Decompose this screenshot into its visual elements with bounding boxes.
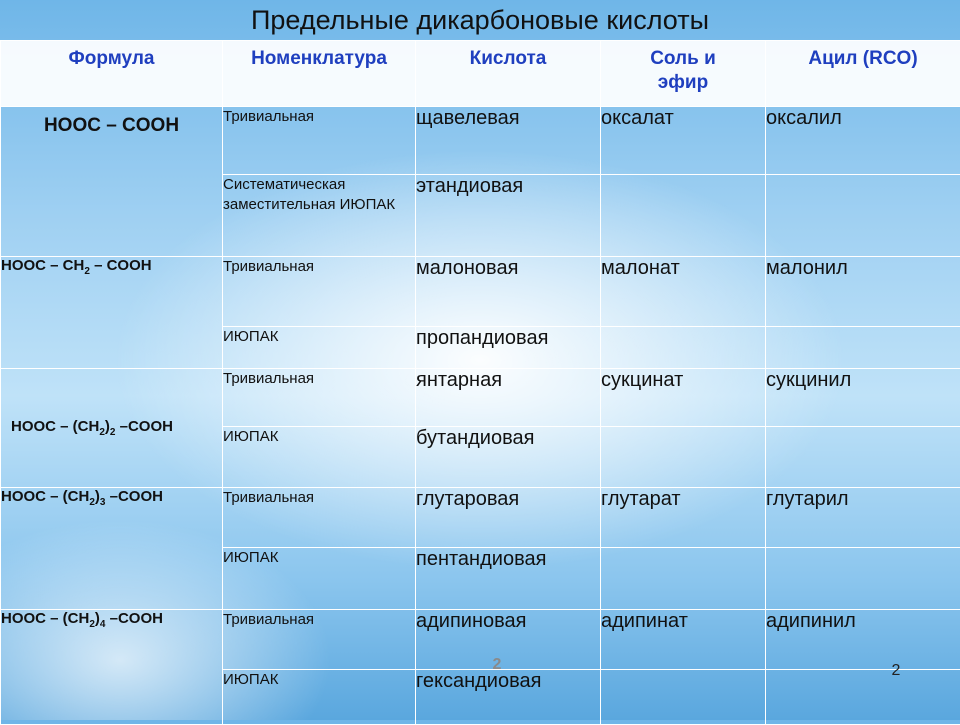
acid-cell: пентандиовая: [416, 548, 601, 610]
formula-cell: [1, 610, 223, 725]
dicarboxylic-acids-table: [0, 40, 960, 725]
salt-cell: глутарат: [601, 488, 766, 548]
table-row: [1, 107, 960, 175]
header-salt-text: Соль и эфир: [628, 47, 738, 95]
page-number-center: 2: [485, 656, 509, 674]
acyl-cell: [766, 548, 960, 610]
acyl-cell: сукцинил: [766, 369, 960, 427]
formula-subscript: 3: [100, 497, 106, 508]
page-number: 2: [884, 662, 908, 680]
nomenclature-cell: ИЮПАК: [223, 427, 416, 488]
acyl-cell: [766, 670, 960, 725]
formula-subscript: 2: [110, 427, 116, 438]
formula-suffix: –COOH: [105, 610, 163, 627]
formula-suffix: –COOH: [105, 488, 163, 505]
salt-cell: [601, 548, 766, 610]
formula-cell: [1, 257, 223, 369]
acid-cell: бутандиовая: [416, 427, 601, 488]
header-formula: Формула: [1, 41, 223, 107]
acid-cell: адипиновая: [416, 610, 601, 670]
formula-prefix: HOOC – CH: [1, 257, 84, 274]
acyl-cell: [766, 327, 960, 369]
header-acid: Кислота: [416, 41, 601, 107]
acid-cell: янтарная: [416, 369, 601, 427]
nomenclature-cell: Тривиальная: [223, 488, 416, 548]
formula-subscript: 2: [89, 619, 95, 630]
acyl-cell: глутарил: [766, 488, 960, 548]
formula-mid: ): [95, 488, 100, 505]
formula-text: HOOC – COOH: [44, 115, 179, 136]
table-row: [1, 257, 960, 327]
acid-cell: гександиовая: [416, 670, 601, 725]
salt-cell: оксалат: [601, 107, 766, 175]
formula-suffix: – COOH: [90, 257, 152, 274]
acid-cell: щавелевая: [416, 107, 601, 175]
salt-cell: малонат: [601, 257, 766, 327]
nomenclature-cell: Тривиальная: [223, 610, 416, 670]
header-nomenclature: Номенклатура: [223, 41, 416, 107]
formula-subscript: 2: [99, 427, 105, 438]
nomenclature-cell: Тривиальная: [223, 257, 416, 327]
salt-cell: [601, 175, 766, 257]
header-acyl: Ацил (RCO): [766, 41, 960, 107]
formula-suffix: –COOH: [115, 418, 173, 435]
acid-cell: малоновая: [416, 257, 601, 327]
acyl-cell: адипинил: [766, 610, 960, 670]
acyl-cell: малонил: [766, 257, 960, 327]
header-row: [1, 41, 960, 107]
table-row: [1, 488, 960, 548]
slide-title: Предельные дикарбоновые кислоты: [0, 0, 960, 40]
acid-cell: глутаровая: [416, 488, 601, 548]
header-salt-ester: [601, 41, 766, 107]
table-row: [1, 369, 960, 427]
acyl-cell: оксалил: [766, 107, 960, 175]
formula-cell: [1, 488, 223, 610]
salt-cell: [601, 670, 766, 725]
acyl-cell: [766, 427, 960, 488]
nomenclature-cell: Систематическая заместительная ИЮПАК: [223, 175, 416, 257]
formula-mid: ): [95, 610, 100, 627]
salt-cell: [601, 427, 766, 488]
acid-cell: этандиовая: [416, 175, 601, 257]
formula-prefix: HOOC – (CH: [1, 610, 89, 627]
nomenclature-cell: Тривиальная: [223, 107, 416, 175]
formula-subscript: 2: [89, 497, 95, 508]
formula-prefix: HOOC – (CH: [1, 488, 89, 505]
salt-cell: [601, 327, 766, 369]
salt-cell: адипинат: [601, 610, 766, 670]
nomenclature-cell: ИЮПАК: [223, 327, 416, 369]
formula-mid: ): [105, 418, 110, 435]
formula-cell: [1, 369, 223, 488]
formula-subscript: 4: [100, 619, 106, 630]
salt-cell: сукцинат: [601, 369, 766, 427]
nomenclature-cell: ИЮПАК: [223, 548, 416, 610]
nomenclature-cell: ИЮПАК: [223, 670, 416, 725]
acid-cell: пропандиовая: [416, 327, 601, 369]
acyl-cell: [766, 175, 960, 257]
formula-cell: [1, 107, 223, 257]
table-row: [1, 610, 960, 670]
formula-subscript: 2: [84, 266, 90, 277]
formula-prefix: HOOC – (CH: [11, 418, 99, 435]
nomenclature-cell: Тривиальная: [223, 369, 416, 427]
